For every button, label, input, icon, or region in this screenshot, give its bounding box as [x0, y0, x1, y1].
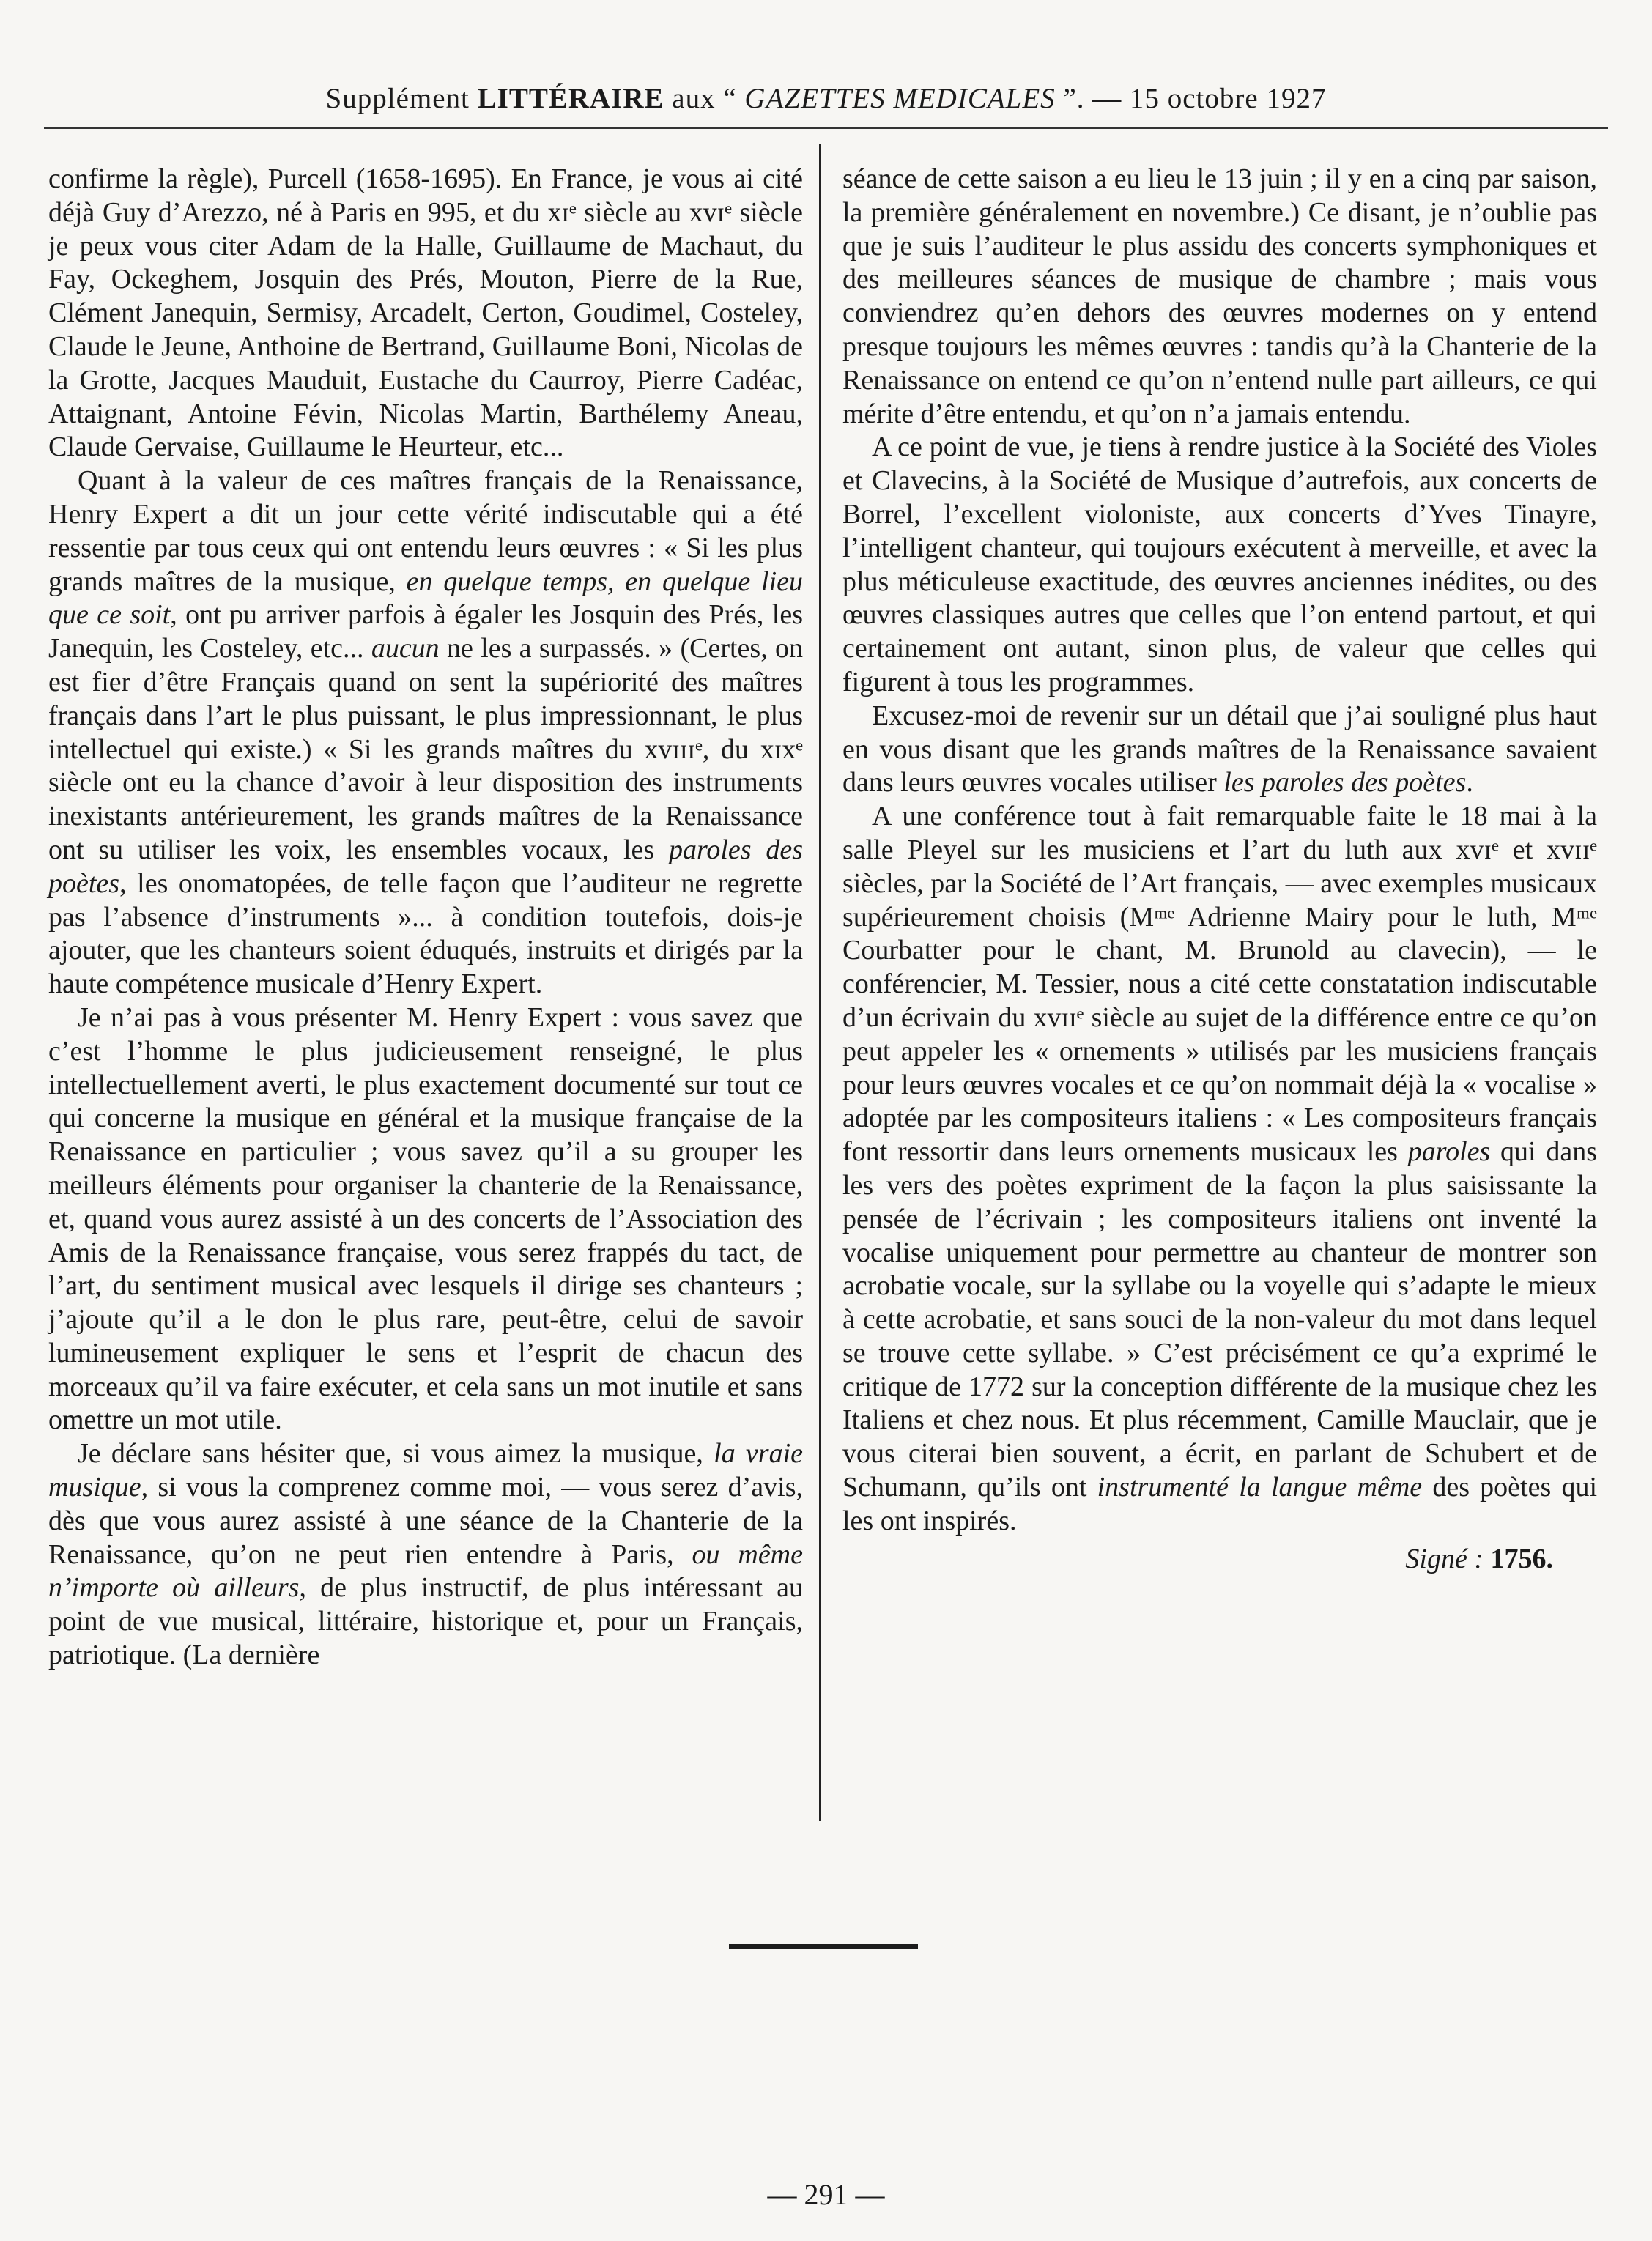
left-column: [48, 163, 803, 1673]
header-journal-title: GAZETTES MEDICALES: [744, 83, 1056, 114]
end-rule: [729, 1944, 918, 1949]
right-paragraph-3: [842, 700, 1597, 800]
italic-run: ou même n’importe où ailleurs: [48, 1538, 803, 1604]
italic-run: en quelque temps, en quelque lieu que ce soit: [48, 566, 804, 631]
text-run: Quant à la valeur de ces maîtres français de la Renaissance, Henry Expert a dit un jour cette vérité indiscutable qui a été ressentie par tous ceux qui ont entendu leurs œuvres : « Si les plus grands maîtres de la musique,: [48, 465, 803, 597]
right-column: [842, 163, 1597, 1576]
left-paragraph-4: [48, 1437, 803, 1673]
italic-run: aucun: [371, 633, 440, 664]
page-number: — 291 —: [767, 2178, 885, 2211]
left-paragraph-3: Je n’ai pas à vous présenter M. Henry Expert : vous savez que c’est l’homme le plus judicieusement renseigné, le plus intellectuellement averti, le plus exactement documenté sur tout ce qui concerne la musique en général et la musique française de la Renaissance en particulier ; vous savez qu’il a su grouper les meilleurs éléments pour organiser la chanterie de la Renaissance, et, quand vous aurez assisté à un des concerts de l’Association des Amis de la Renaissance française, vous serez frappés du tact, de l’art, du sentiment musical avec lesquels il dirige ses chanteurs ; j’ajoute qu’il a le don le plus rare, peut-être, celui de savoir lumineusement expliquer le sens et l’esprit de chacun des morceaux qu’il va faire exécuter, et cela sans un mot inutile et sans omettre un mot utile.: [48, 1001, 803, 1436]
text-run: ne les a surpassés. » (Certes, on est fier d’être Français quand on sent la supériorité des maîtres français dans l’art le plus puissant, le plus impressionnant, le plus intellectuel qui existe.) « Si les grands maîtres du xvɪɪɪᵉ, du xɪxᵉ siècle ont eu la chance d’avoir à leur disposition des instruments inexistants antérieurement, les grands maîtres de la Renaissance ont su utiliser les voix, les ensembles vocaux, les: [48, 633, 804, 865]
text-run: A une conférence tout à fait remarquable faite le 18 mai à la salle Pleyel sur les musiciens et l’art du luth aux xvɪᵉ et xvɪɪᵉ siècles, par la Société de l’Art français, — avec exemples musicaux supérieurement choisis (Mᵐᵉ Adrienne Mairy pour le luth, Mᵐᵉ Courbatter pour le chant, M. Brunold au clavecin), — le conférencier, M. Tessier, nous a cité cette constatation indiscutable d’un écrivain du xvɪɪᵉ siècle au sujet de la différence entre ce qu’on peut appeler les « ornements » utilisés par les musiciens français pour leurs œuvres vocales et ce qu’on nommait déjà la « vocalise » adoptée par les compositeurs italiens : « Les compositeurs français font ressortir dans leurs ornements musicaux les: [842, 801, 1597, 1168]
text-run: Je déclare sans hésiter que, si vous aimez la musique,: [78, 1438, 714, 1470]
right-paragraph-4: [842, 800, 1597, 1538]
signature-label: Signé :: [1405, 1543, 1491, 1574]
signature-number: 1756.: [1490, 1543, 1553, 1574]
header-date: ”. — 15 octobre 1927: [1055, 83, 1327, 114]
signature: [842, 1543, 1597, 1577]
right-paragraph-1: séance de cette saison a eu lieu le 13 juin ; il y en a cinq par saison, la première généralement en novembre.) Ce disant, je n’oublie pas que je suis l’auditeur le plus assidu des concerts symphoniques et des meilleures séances de musique de chambre ; mais vous conviendrez qu’en dehors des œuvres modernes on y entend presque toujours les mêmes œuvres : tandis qu’à la Chanterie de la Renaissance on entend ce qu’on n’entend nulle part ailleurs, ce qui mérite d’être entendu, et qu’on n’a jamais entendu.: [842, 163, 1597, 429]
header-middle: aux “: [664, 83, 745, 114]
text-run: , si vous la comprenez comme moi, — vous serez d’avis, dès que vous aurez assisté à une séance de la Chanterie de la Renaissance, qu’on ne peut rien entendre à Paris,: [48, 1472, 803, 1570]
header-bold-word: LITTÉRAIRE: [477, 83, 664, 114]
text-run: qui dans les vers des poètes expriment de la façon la plus saisissante la pensée de l’écrivain ; les compositeurs italiens ont inventé la vocalise uniquement pour permettre au chanteur de montrer son acrobatie vocale, sur la syllabe ou la voyelle qui s’adapte le mieux à cette acrobatie, et sans souci de la non-valeur du mot dans lequel se trouve cette syllabe. » C’est précisément ce qu’a exprimé le critique de 1772 sur la conception différente de la musique chez les Italiens et chez nous. Et plus récemment, Camille Mauclair, que je vous citerai bien souvent, a écrit, en parlant de Schubert et de Schumann, qu’ils ont: [842, 1136, 1598, 1503]
italic-run: instrumenté la langue même: [1097, 1472, 1423, 1503]
text-run: .: [1466, 767, 1473, 799]
text-run: , de plus instructif, de plus intéressant au point de vue musical, littéraire, historique et, pour un Français, patriotique. (La dernière: [48, 1572, 803, 1671]
italic-run: paroles: [1407, 1136, 1491, 1168]
running-header: [44, 82, 1608, 115]
italic-run: la vraie musique: [48, 1438, 803, 1503]
text-run: des poètes qui les ont inspirés.: [842, 1472, 1598, 1536]
text-run: Excusez-moi de revenir sur un détail que j’ai souligné plus haut en vous disant que les grands maîtres de la Renaissance savaient dans leurs œuvres vocales utiliser: [842, 700, 1597, 799]
header-prefix: Supplément: [325, 83, 478, 114]
italic-run: paroles des poètes: [48, 834, 803, 899]
right-paragraph-2: A ce point de vue, je tiens à rendre justice à la Société des Violes et Clavecins, à la Société de Musique d’autrefois, aux concerts de Borrel, l’excellent violoniste, aux concerts d’Yves Tinayre, l’intelligent chanteur, qui toujours exécutent à merveille, et avec la plus méticuleuse exactitude, des œuvres anciennes inédites, ou des œuvres classiques autres que celles que l’on entend partout, et qui certainement ont autant, sinon plus, de valeur que celles qui figurent à tous les programmes.: [842, 431, 1597, 697]
text-run: , les onomatopées, de telle façon que l’auditeur ne regrette pas l’absence d’instruments »... à condition toutefois, dois-je ajouter, que les chanteurs soient éduqués, instruits et dirigés par la haute compétence musicale d’Henry Expert.: [48, 867, 803, 1000]
header-rule: [44, 127, 1608, 129]
left-paragraph-1: confirme la règle), Purcell (1658-1695). En France, je vous ai cité déjà Guy d’Arezzo, né à Paris en 995, et du xɪᵉ siècle au xvɪᵉ siècle je peux vous citer Adam de la Halle, Guillaume de Machaut, du Fay, Ockeghem, Josquin des Prés, Mouton, Pierre de la Rue, Clément Janequin, Sermisy, Arcadelt, Certon, Goudimel, Costeley, Claude le Jeune, Anthoine de Bertrand, Guillaume Boni, Nicolas de la Grotte, Jacques Mauduit, Eustache du Caurroy, Pierre Cadéac, Attaignant, Antoine Févin, Nicolas Martin, Barthélemy Aneau, Claude Gervaise, Guillaume le Heurteur, etc...: [48, 163, 803, 463]
column-divider: [819, 144, 821, 1821]
left-paragraph-2: [48, 464, 803, 1001]
italic-run: les paroles des poètes: [1223, 767, 1467, 799]
text-run: , ont pu arriver parfois à égaler les Josquin des Prés, les Janequin, les Costeley, etc...: [48, 599, 803, 664]
